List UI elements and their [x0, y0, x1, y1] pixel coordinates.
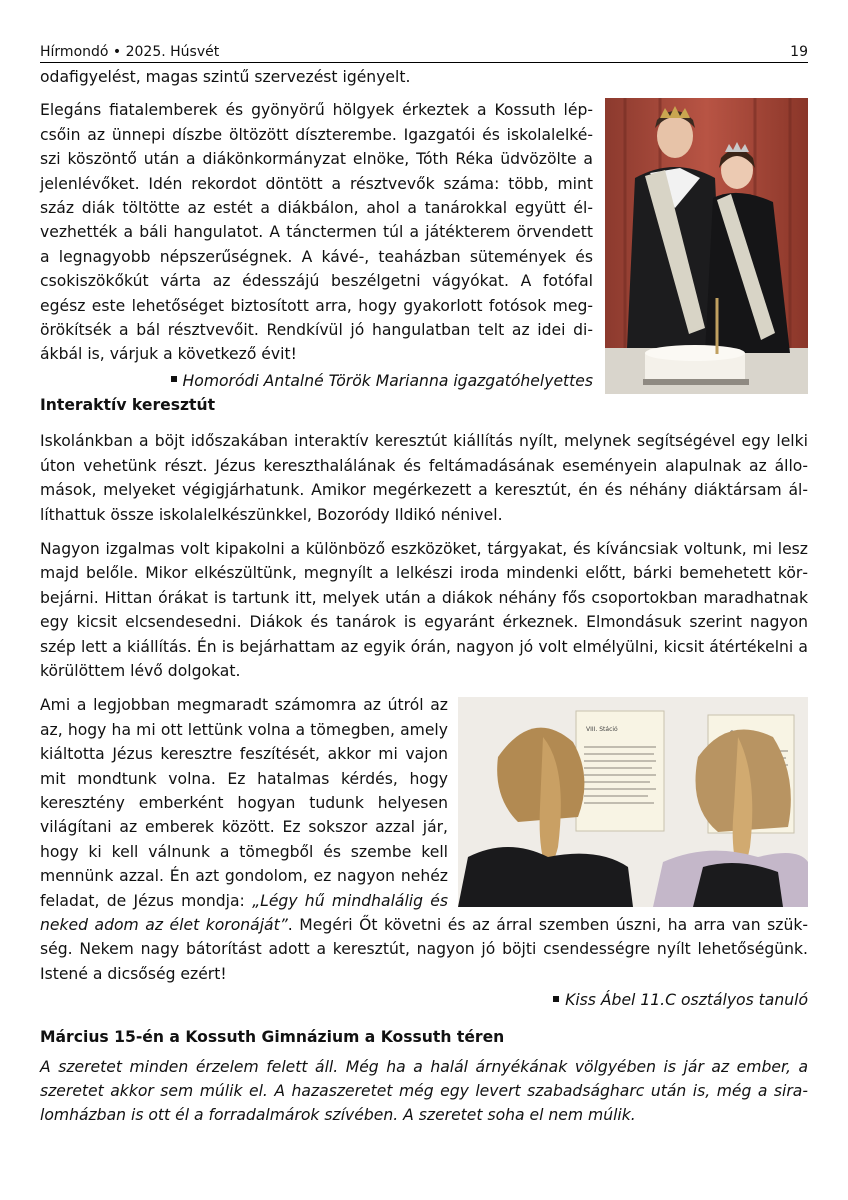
- keresztut-author: [40, 988, 808, 1012]
- ball-photo: [605, 98, 808, 394]
- ball-photo-illustration: [605, 98, 808, 394]
- ball-paragraph: Elegáns fiatalemberek és gyönyörű hölgyek érkeztek a Kossuth lépcsőin az ünnepi díszbe öltözött díszterembe. Igazgatói és iskolalelkészi köszöntő után a diákönkormányzat elnöke, Tóth Réka üdvözölte a jelenlévőket. Idén rekordot döntött a résztvevők száma: több, mint száz diák töltötte az estét a diákbálon, ahol a tanárokkal együtt élvezhették a báli hangulatot. A tánctermen túl a játékterem örvendett a legnagyobb népszerűségnek. A kávé-, teaházban sütemények és csokiszökőkút várta az édesszájú beszélgetni vágyókat. A fotófal egész este lehetőséget biztosított arra, hogy gyakorlott fotósok megörökítsék a bál résztvevőit. Rendkívül jó hangulatban telt az idei diákbál is, várjuk a következő évit!: [40, 101, 593, 364]
- poster-left-title: VIII. Stáció: [586, 726, 618, 734]
- page-number: 19: [790, 44, 808, 60]
- article-keresztut: [40, 429, 808, 1012]
- bullet-square-icon: [553, 996, 559, 1002]
- page-header: [40, 38, 808, 63]
- newsletter-page: [40, 38, 808, 1128]
- bullet-square-icon: [171, 376, 177, 382]
- intro-line: odafigyelést, magas szintű szervezést igényelt.: [40, 68, 411, 86]
- keresztut-author-name: Kiss Ábel 11.C osztályos tanuló: [565, 991, 808, 1010]
- keresztut-p1: Iskolánkban a böjt időszakában interaktív keresztút kiállítás nyílt, melynek segítségével egy lelki úton vehetünk részt. Jézus kereszthalálának és feltámadásának eseményein alapulnak az állomások, melyeket végigjárhatunk. Amikor megérkezett a keresztút, én és néhány diáktársam állíthattuk össze iskolalelkészünkkel, Bozoródy Ildikó nénivel.: [40, 432, 808, 524]
- keresztut-title: Interaktív keresztút: [40, 396, 216, 415]
- marcius15-title: Március 15-én a Kossuth Gimnázium a Kossuth téren: [40, 1027, 505, 1046]
- keresztut-quote: „Légy hű mindhalálig és neked adom az élet koronáját”: [40, 891, 448, 934]
- keresztut-p3-start: Ami a legjobban megmaradt számomra az útról az az, hogy ha mi ott lettünk volna a tömegben, amely kiáltotta Jézus keresztre feszítését, akkor mi vajon mit mondtunk volna. Ez hatalmas kérdés, hogy keresztény emberként hogyan tudunk helyesen világítani az emberek között. Ez sokszor azzal jár, hogy ki kell válnunk a tömegből és szembe kell mennünk azzal. Én azt gondolom, ez nagyon nehéz feladat, de Jézus mondja:: [40, 696, 448, 910]
- article-marcius15: [40, 1025, 808, 1128]
- ball-author-name: Homoródi Antalné Török Marianna igazgatóhelyettes: [182, 371, 593, 390]
- keresztut-p3-end: . Megéri Őt követni és az árral szemben úszni, ha arra van szükség. Nekem nagy bátorítást adott a keresztút, nagyon jó böjti csendességre nyílt lehetőségünk. Istené a dicsőség ezért!: [40, 916, 808, 983]
- marcius15-paragraph: A szeretet minden érzelem felett áll. Még ha a halál árnyékának völgyében is jár az ember, a szeretet akkor sem múlik el. A hazaszeretet még egy levert szabadságharc után is, még a siralomházban is ott él a forradalmárok szívében. A szeretet soha el nem múlik.: [40, 1057, 808, 1125]
- keresztut-photo: [458, 697, 808, 907]
- keresztut-p2: Nagyon izgalmas volt kipakolni a különböző eszközöket, tárgyakat, és kíváncsiak voltunk, mi lesz majd belőle. Mikor elkészültünk, megnyílt a lelkészi iroda mindenki előtt, bárki bemehetett körbejárni. Hittan órákat is tartunk itt, melyek után a diákok néhány fős csoportokban maradhatnak egy kicsit elcsendesedni. Diákok és tanárok is egyaránt érkeznek. Elmondásuk szerint nagyon szép lett a kiállítás. Én is bejárhattam az egyik órán, nagyon jó volt elmélyülni, kicsit átértékelni a körülöttem lévő dolgokat.: [40, 539, 808, 680]
- header-title: Hírmondó • 2025. Húsvét: [40, 44, 220, 60]
- keresztut-photo-illustration: [458, 697, 808, 907]
- article-ball: [40, 98, 808, 417]
